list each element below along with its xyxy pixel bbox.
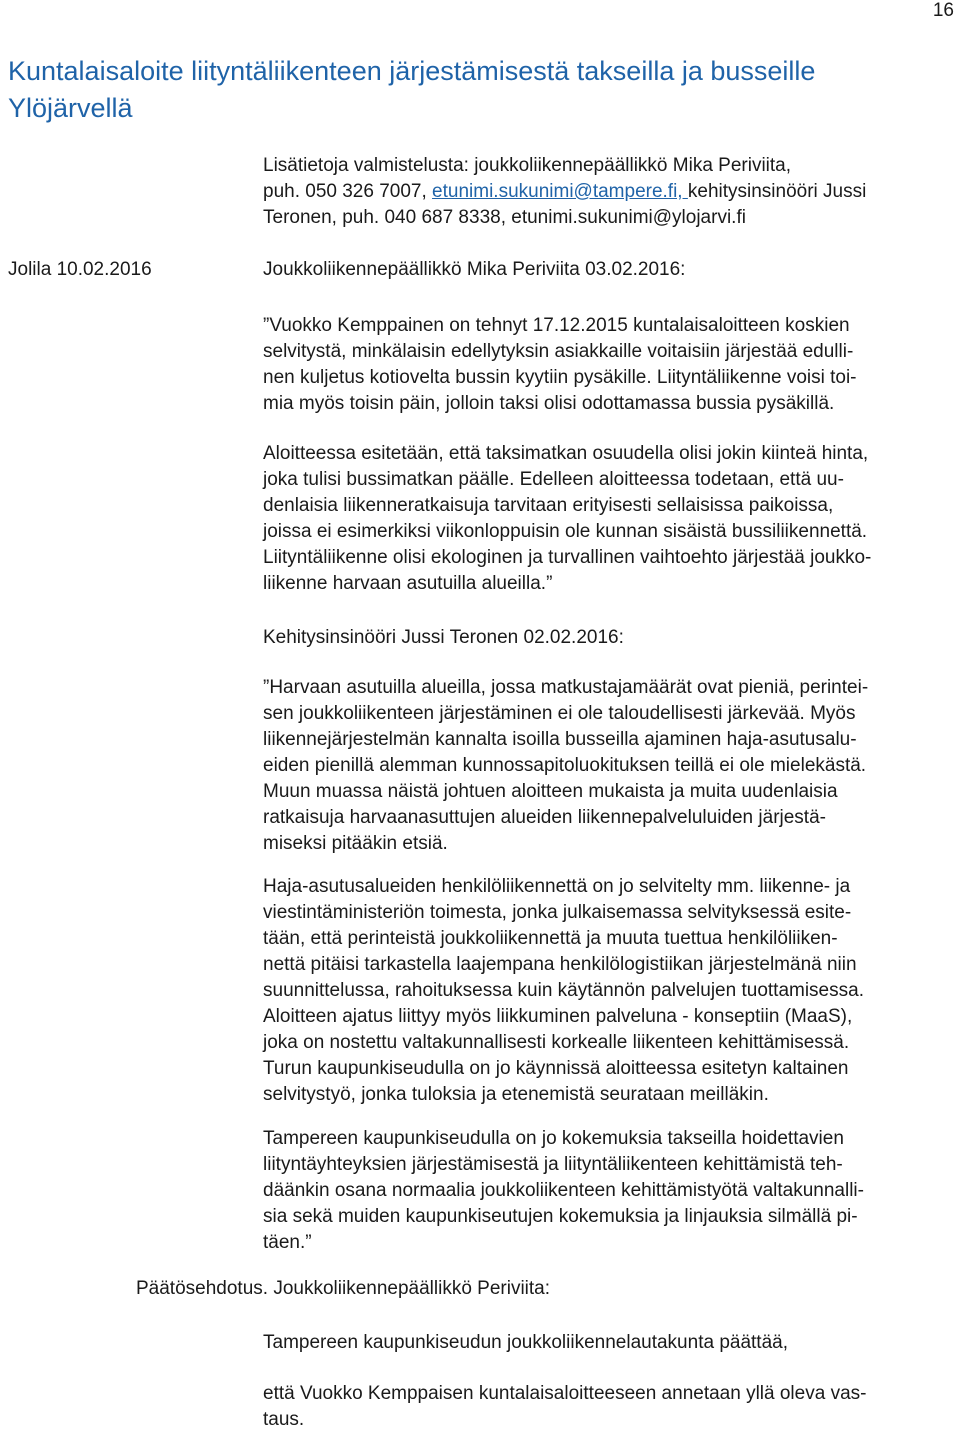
meeting-label: Jolila 10.02.2016 [8, 259, 152, 280]
phone-text: puh. 050 326 7007, [263, 181, 433, 202]
proposal-text [263, 1381, 953, 1433]
text-line: mia myös toisin päin, jolloin taksi olisi odottamassa bussia pysäkillä. [263, 393, 835, 414]
email-link[interactable]: etunimi.sukunimi@tampere.fi, [432, 181, 688, 202]
text-line: Aloitteen ajatus liittyy myös liikkuminen palveluna - konseptiin (MaaS), [263, 1006, 853, 1027]
text-line: liikennejärjestelmän kannalta isoilla busseilla ajaminen haja-asutusalu- [263, 729, 857, 750]
page-number: 16 [932, 0, 954, 21]
contact-line: Teronen, puh. 040 687 8338, etunimi.sukunimi@ylojarvi.fi [263, 207, 746, 228]
statement-paragraph [263, 313, 953, 417]
statement-heading: Kehitysinsinööri Jussi Teronen 02.02.2016: [263, 627, 624, 648]
statement-paragraph [263, 1126, 953, 1256]
contact-info [263, 153, 953, 231]
text-line: Muun muassa näistä johtuen aloitteen mukaista ja muita uudenlaisia [263, 781, 838, 802]
statement-paragraph [263, 441, 953, 597]
text-line: sen joukkoliikenteen järjestäminen ei ole taloudellisesti järkevää. Myös [263, 703, 856, 724]
text-line: taus. [263, 1409, 305, 1430]
text-line: miseksi pitääkin etsiä. [263, 833, 448, 854]
text-line: liityntäyhteyksien järjestämisestä ja liityntäliikenteen kehittämistä teh- [263, 1154, 843, 1175]
text-line: sia sekä muiden kaupunkiseutujen kokemuksia ja linjauksia silmällä pi- [263, 1206, 858, 1227]
statement-paragraph [263, 874, 953, 1108]
text-line: ”Vuokko Kemppainen on tehnyt 17.12.2015 kuntalaisaloitteen koskien [263, 315, 850, 336]
text-line: däänkin osana normaalia joukkoliikenteen kehittämistyötä valtakunnalli- [263, 1180, 864, 1201]
contact-line [263, 179, 953, 205]
text-line: että Vuokko Kemppaisen kuntalaisaloitteeseen annetaan yllä oleva vas- [263, 1383, 867, 1404]
contact-line: Lisätietoja valmistelusta: joukkoliikennepäällikkö Mika Periviita, [263, 155, 792, 176]
statement-heading: Joukkoliikennepäällikkö Mika Periviita 03.02.2016: [263, 259, 686, 280]
text-line: joka tulisi bussimatkan päälle. Edelleen aloitteessa todetaan, että uu- [263, 469, 844, 490]
text-line: nettä pitäisi tarkastella laajempana henkilölogistiikan järjestelmänä niin [263, 954, 857, 975]
text-line: joissa ei esimerkiksi viikonloppuisin ole kunnan sisäistä bussiliikennettä. [263, 521, 868, 542]
contact-text: kehitysinsinööri Jussi [687, 181, 867, 202]
text-line: eiden pienillä alemman kunnossapitoluokituksen teillä ei ole mielekästä. [263, 755, 867, 776]
text-line: Turun kaupunkiseudulla on jo käynnissä aloitteessa esitetyn kaltainen [263, 1058, 849, 1079]
text-line: tään, että perinteistä joukkoliikennettä ja muuta tuettua henkilöliiken- [263, 928, 838, 949]
text-line: joka on nostettu valtakunnallisesti korkealle liikenteen kehittämisessä. [263, 1032, 850, 1053]
text-line: Aloitteessa esitetään, että taksimatkan osuudella olisi jokin kiinteä hinta, [263, 443, 869, 464]
document-title [8, 53, 948, 127]
text-line: selvitystä, minkälaisin edellytyksin asiakkaille voitaisiin järjestää edulli- [263, 341, 854, 362]
text-line: denlaisia liikenneratkaisuja tarvitaan erityisesti sellaisissa paikoissa, [263, 495, 834, 516]
text-line: Tampereen kaupunkiseudulla on jo kokemuksia takseilla hoidettavien [263, 1128, 844, 1149]
title-line: Ylöjärvellä [8, 93, 133, 123]
text-line: Haja-asutusalueiden henkilöliikennettä on jo selvitelty mm. liikenne- ja [263, 876, 851, 897]
proposal-label: Päätösehdotus. Joukkoliikennepäällikkö Periviita: [136, 1278, 551, 1299]
text-line: täen.” [263, 1232, 312, 1253]
text-line: selvitystyö, jonka tuloksia ja etenemistä seurataan meilläkin. [263, 1084, 769, 1105]
text-line: nen kuljetus kotiovelta bussin kyytiin pysäkille. Liityntäliikenne voisi toi- [263, 367, 857, 388]
text-line: ratkaisuja harvaanasuttujen alueiden liikennepalveluluiden järjestä- [263, 807, 826, 828]
proposal-text: Tampereen kaupunkiseudun joukkoliikennelautakunta päättää, [263, 1332, 788, 1353]
text-line: Liityntäliikenne olisi ekologinen ja turvallinen vaihtoehto järjestää joukko- [263, 547, 872, 568]
title-line: Kuntalaisaloite liityntäliikenteen järjestämisestä takseilla ja busseille [8, 56, 816, 86]
text-line: suunnittelussa, rahoituksessa kuin käytännön palvelujen tuottamisessa. [263, 980, 864, 1001]
text-line: viestintäministeriön toimesta, jonka julkaisemassa selvityksessä esite- [263, 902, 852, 923]
text-line: liikenne harvaan asutuilla alueilla.” [263, 573, 553, 594]
text-line: ”Harvaan asutuilla alueilla, jossa matkustajamäärät ovat pieniä, perintei- [263, 677, 869, 698]
statement-paragraph [263, 675, 953, 857]
